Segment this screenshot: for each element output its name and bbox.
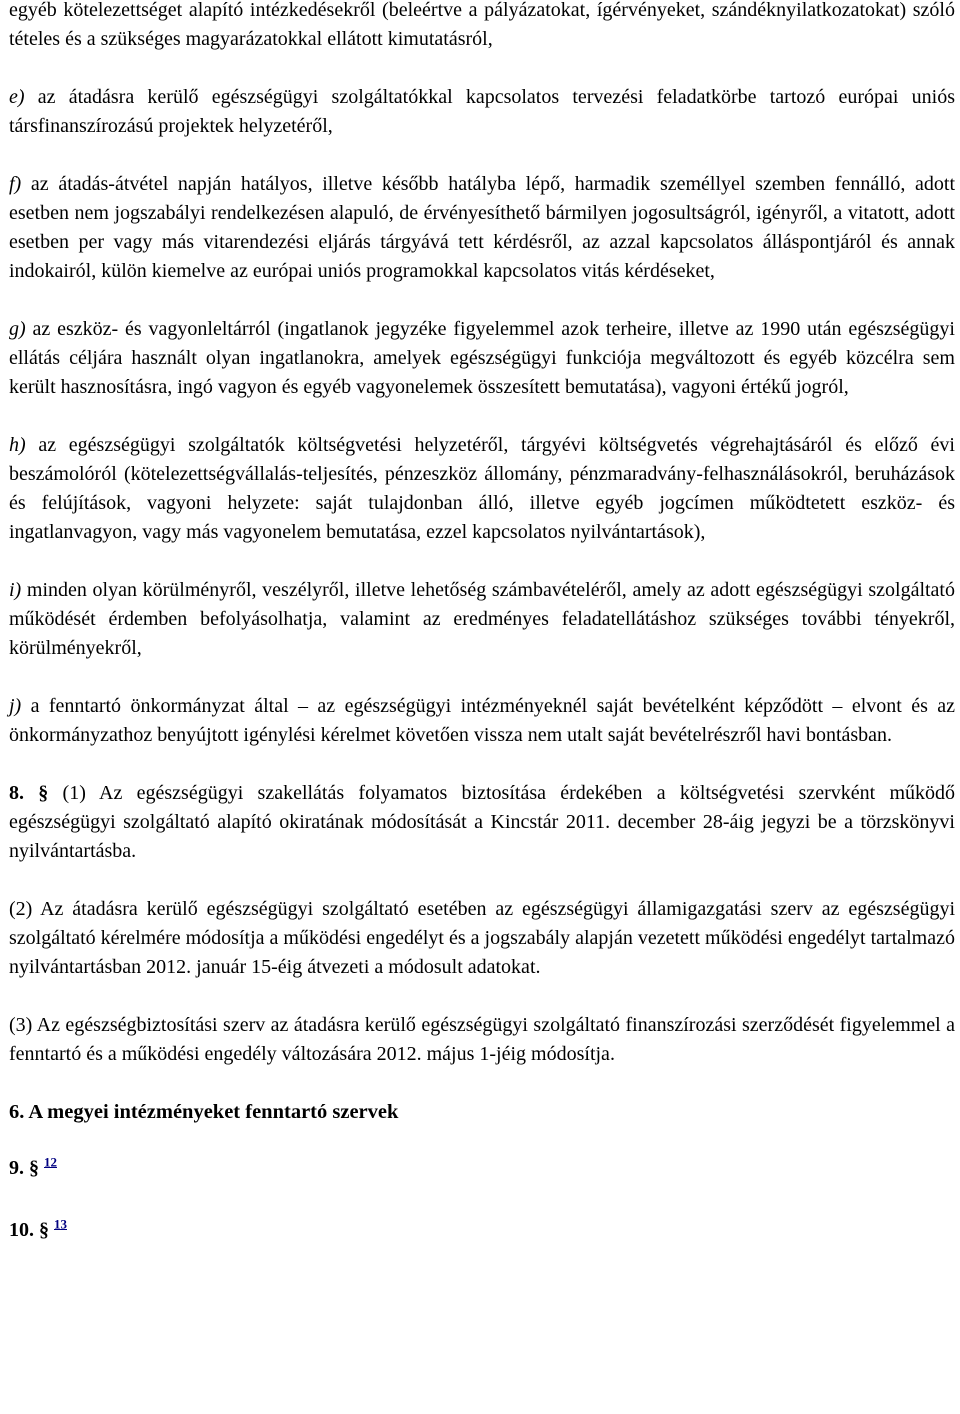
item-label: f) (9, 173, 22, 195)
paragraph-text: (2) Az átadásra kerülő egészségügyi szolgáltató esetében az egészségügyi államigazgatási szerv az egészségügyi szolgáltató kérelmére módosítja a működési engedélyt és a jogszabály alapján vezetett működési engedélyt tartalmazó nyilvántartásban 2012. január 15-éig átvezeti a módosult adatokat. (9, 898, 955, 978)
document-page (9, 0, 955, 1278)
footnote-link[interactable]: 13 (54, 1216, 67, 1232)
item-text: az átadásra kerülő egészségügyi szolgáltatókkal kapcsolatos tervezési feladatkörbe tartozó európai uniós társfinanszírozású projektek helyzetéről, (9, 86, 955, 137)
item-text: az egészségügyi szolgáltatók költségvetési helyzetéről, tárgyévi költségvetés végrehajtásáról és előző évi beszámolóról (kötelezettségvállalás-teljesítés, pénzeszköz állomány, pénzmaradvány-felhasználásokról, beruházások és felújítások, vagyoni helyzete: saját tulajdonban álló, illetve egyéb jogcímen működtetett eszköz- és ingatlanvagyon, vagy más vagyonelem bemutatása, ezzel kapcsolatos nyilvántartások), (9, 434, 955, 543)
section-10 (9, 1216, 955, 1245)
chapter-heading: 6. A megyei intézményeket fenntartó szervek (9, 1101, 399, 1123)
item-label: j) (9, 695, 22, 717)
item-text: az átadás-átvétel napján hatályos, illetve később hatályba lépő, harmadik személlyel szemben fennálló, adott esetben nem jogszabályi rendelkezésen alapuló, de érvényesíthető bármilyen jogosultságról, igényről, a vitatott, adott esetben per vagy más vitarendezési eljárás tárgyává tett kérdésről, az azzal kapcsolatos álláspontjáról és annak indokairól, külön kiemelve az európai uniós programokkal kapcsolatos vitás kérdéseket, (9, 173, 955, 282)
list-item-e (9, 83, 955, 141)
section-sign: § (24, 782, 49, 804)
paragraph-continuation (9, 0, 955, 54)
paragraph-text: (3) Az egészségbiztosítási szerv az átadásra kerülő egészségügyi szolgáltató finanszírozási szerződését figyelemmel a fenntartó és a működési engedély változására 2012. május 1-jéig módosítja. (9, 1014, 955, 1065)
section-8-paragraph-3 (9, 1011, 955, 1069)
section-8-paragraph-1 (9, 779, 955, 866)
item-text: minden olyan körülményről, veszélyről, illetve lehetőség számbavételéről, amely az adott egészségügyi szolgáltató működését érdemben befolyásolhatja, valamint az eredményes feladatellátáshoz szükséges további tényekről, körülményekről, (9, 579, 955, 659)
list-item-h (9, 431, 955, 547)
list-item-i (9, 576, 955, 663)
paragraph-text: (1) Az egészségügyi szakellátás folyamatos biztosítása érdekében a költségvetési szervként működő egészségügyi szolgáltató alapító okiratának módosítását a Kincstár 2011. december 28-áig jegyzi be a törzskönyvi nyilvántartásba. (9, 782, 955, 862)
item-text: az eszköz- és vagyonleltárról (ingatlanok jegyzéke figyelemmel azok terheire, illetve az 1990 után egészségügyi ellátás céljára használt olyan ingatlanokra, amelyek egészségügyi funkciója megváltozott és egyéb közcélra sem került hasznosításra, ingó vagyon és egyéb vagyonelemek összesített bemutatása), vagyoni értékű jogról, (9, 318, 955, 398)
item-text: a fenntartó önkormányzat által – az egészségügyi intézményeknél saját bevételként képződött – elvont és az önkormányzathoz benyújtott igénylési kérelmet követően vissza nem utalt saját bevételrészről havi bontásban. (9, 695, 955, 746)
item-label: h) (9, 434, 26, 456)
section-number: 9. § (9, 1157, 39, 1179)
list-item-f (9, 170, 955, 286)
item-label: g) (9, 318, 26, 340)
list-item-j (9, 692, 955, 750)
item-label: i) (9, 579, 22, 601)
section-8-paragraph-2 (9, 895, 955, 982)
section-number: 10. § (9, 1219, 49, 1241)
item-label: e) (9, 86, 25, 108)
paragraph-text: egyéb kötelezettséget alapító intézkedésekről (beleértve a pályázatokat, ígérvényeket, szándéknyilatkozatokat) szóló tételes és a szükséges magyarázatokkal ellátott kimutatásról, (9, 0, 955, 50)
footnote-link[interactable]: 12 (44, 1154, 57, 1170)
section-9 (9, 1154, 955, 1183)
section-number: 8. (9, 782, 24, 804)
list-item-g (9, 315, 955, 402)
